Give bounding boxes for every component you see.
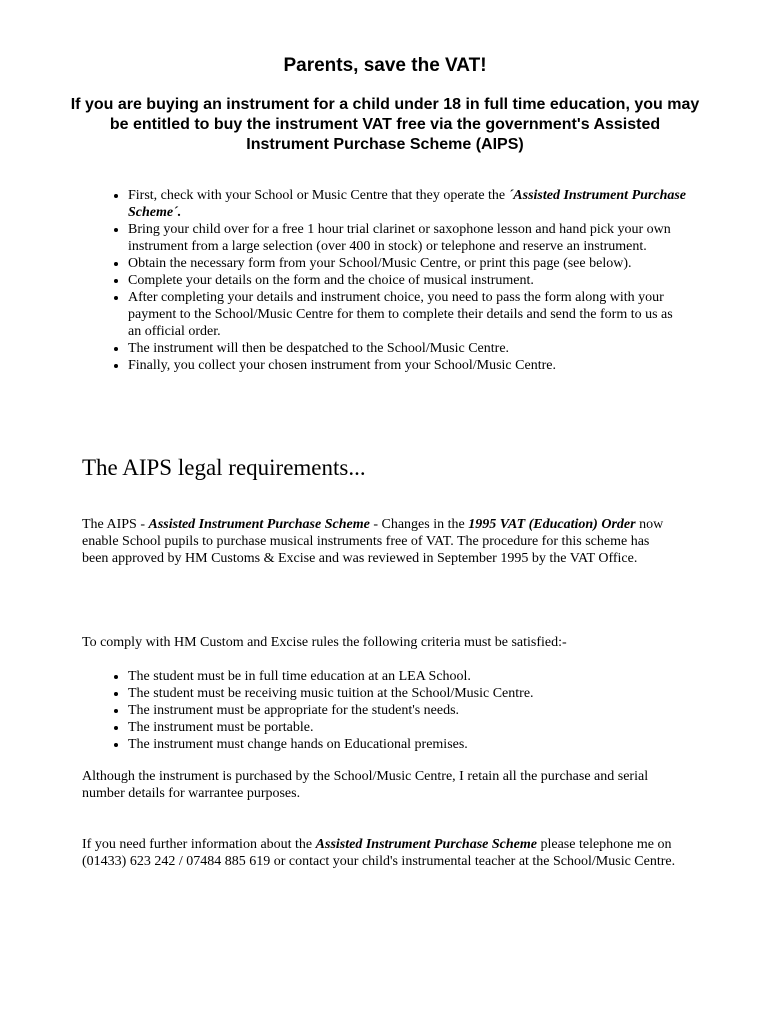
list-item: • The instrument must change hands on Educational premises. xyxy=(128,736,688,753)
list-item: • Complete your details on the form and the choice of musical instrument. xyxy=(128,272,688,289)
list-item xyxy=(128,187,688,221)
comply-paragraph: To comply with HM Custom and Excise rules the following criteria must be satisfied:- xyxy=(82,635,567,650)
list-item: • The instrument must be portable. xyxy=(128,719,688,736)
scheme-name: Assisted Instrument Purchase Scheme xyxy=(148,517,370,532)
text-run: please telephone me on (01433) 623 242 / 07484 885 619 or contact your child's instrumental teacher at the School/Music Centre. xyxy=(82,837,676,869)
text-run: - Changes in the xyxy=(369,517,469,532)
scheme-name: ´Assisted Instrument Purchase Scheme´. xyxy=(128,188,687,220)
list-item: • The student must be in full time education at an LEA School. xyxy=(128,668,688,685)
page-subtitle: If you are buying an instrument for a child under 18 in full time education, you may be entitled to buy the instrument VAT free via the government's Assisted Instrument Purchase Scheme (AIPS) xyxy=(70,96,700,153)
list-item: • After completing your details and instrument choice, you need to pass the form along with your payment to the School/Music Centre for them to complete their details and send the form to us as an official order. xyxy=(128,289,688,340)
contact-paragraph xyxy=(82,836,677,870)
criteria-list xyxy=(82,668,688,753)
purchase-note: Although the instrument is purchased by the School/Music Centre, I retain all the purchase and serial number details for warrantee purposes. xyxy=(82,769,649,801)
list-item: • The instrument must be appropriate for the student's needs. xyxy=(128,702,688,719)
legal-heading: The AIPS legal requirements... xyxy=(82,455,366,480)
text-run: The AIPS - xyxy=(82,517,149,532)
order-name: 1995 VAT (Education) Order xyxy=(468,517,636,532)
list-item: • Bring your child over for a free 1 hour trial clarinet or saxophone lesson and hand pick your own instrument from a large selection (over 400 in stock) or telephone and reserve an instrument. xyxy=(128,221,688,255)
step-text: First, check with your School or Music Centre that they operate the xyxy=(128,188,509,203)
scheme-name: Assisted Instrument Purchase Scheme xyxy=(315,837,537,852)
page-title: Parents, save the VAT! xyxy=(283,55,487,76)
list-item: • Finally, you collect your chosen instrument from your School/Music Centre. xyxy=(128,357,688,374)
list-item: • The instrument will then be despatched to the School/Music Centre. xyxy=(128,340,688,357)
list-item: • Obtain the necessary form from your School/Music Centre, or print this page (see below). xyxy=(128,255,688,272)
legal-paragraph xyxy=(82,516,677,567)
list-item: • The student must be receiving music tuition at the School/Music Centre. xyxy=(128,685,688,702)
steps-list xyxy=(82,187,688,374)
text-run: now enable School pupils to purchase musical instruments free of VAT. The procedure for this scheme has been approved by HM Customs & Excise and was reviewed in September 1995 by the VAT Office. xyxy=(82,517,664,566)
text-run: If you need further information about the xyxy=(82,837,316,852)
